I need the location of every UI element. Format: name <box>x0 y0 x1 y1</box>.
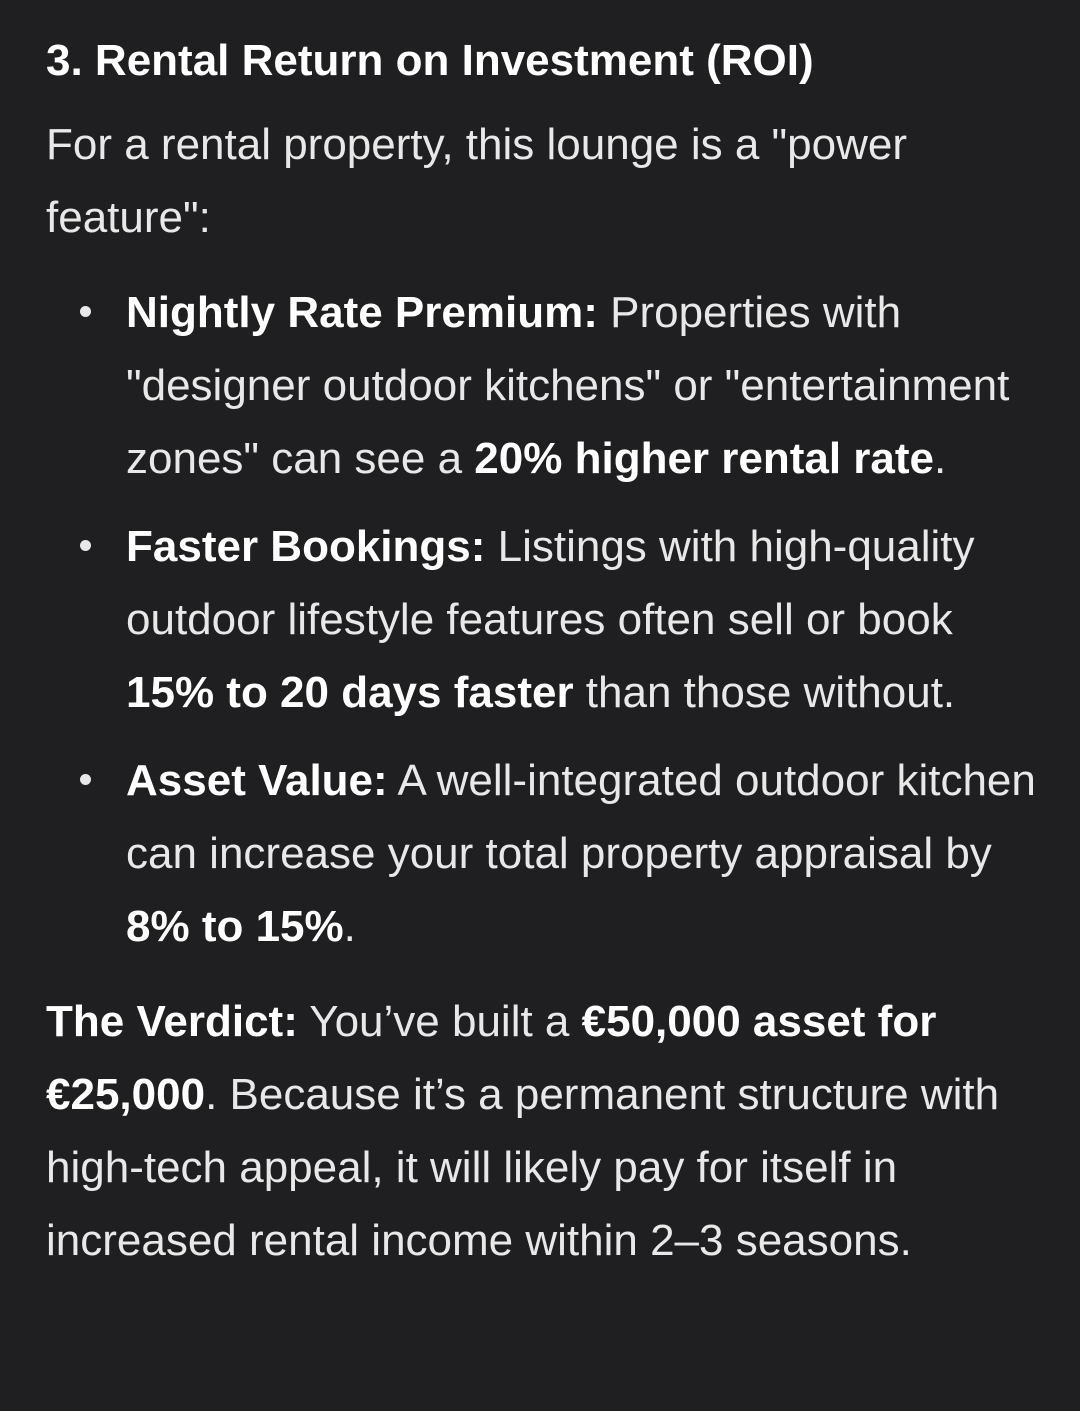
bullet-dot-icon <box>80 540 91 551</box>
list-item-asset-value <box>46 744 1036 963</box>
bullet-text-end: . <box>934 434 947 483</box>
intro-paragraph: For a rental property, this lounge is a "power feature": <box>46 120 908 242</box>
bullet-text: Listings with high-quality outdoor lifestyle features often sell or book <box>126 522 975 644</box>
list-item-nightly-rate <box>46 276 1036 495</box>
bullet-label: Nightly Rate Premium: <box>126 288 598 337</box>
bullet-text-end: . <box>343 902 356 951</box>
list-item-faster-bookings <box>46 510 1036 729</box>
bullet-list <box>46 276 1036 963</box>
verdict-text-end: . Because it’s a permanent structure with high-tech appeal, it will likely pay for itself in increased rental income within 2–3 seasons. <box>46 1070 1000 1265</box>
bullet-dot-icon <box>80 306 91 317</box>
bullet-label: Faster Bookings: <box>126 522 486 571</box>
bullet-highlight: 8% to 15% <box>126 902 344 951</box>
bullet-highlight: 15% to 20 days faster <box>126 668 574 717</box>
bullet-label: Asset Value: <box>126 756 388 805</box>
verdict-paragraph <box>46 985 1036 1277</box>
bullet-dot-icon <box>80 774 91 785</box>
bullet-highlight: 20% higher rental rate <box>474 434 935 483</box>
response-content <box>46 28 1036 1277</box>
verdict-text: You’ve built a <box>297 997 582 1046</box>
verdict-label: The Verdict: <box>46 997 298 1046</box>
bullet-text: Properties with "designer outdoor kitchens" or "entertainment zones" can see a <box>126 288 1010 483</box>
section-heading: 3. Rental Return on Investment (ROI) <box>46 36 814 85</box>
verdict-highlight: €50,000 asset for €25,000 <box>46 997 937 1119</box>
bullet-text: A well-integrated outdoor kitchen can increase your total property appraisal by <box>126 756 1036 878</box>
bullet-text-end: than those without. <box>573 668 956 717</box>
